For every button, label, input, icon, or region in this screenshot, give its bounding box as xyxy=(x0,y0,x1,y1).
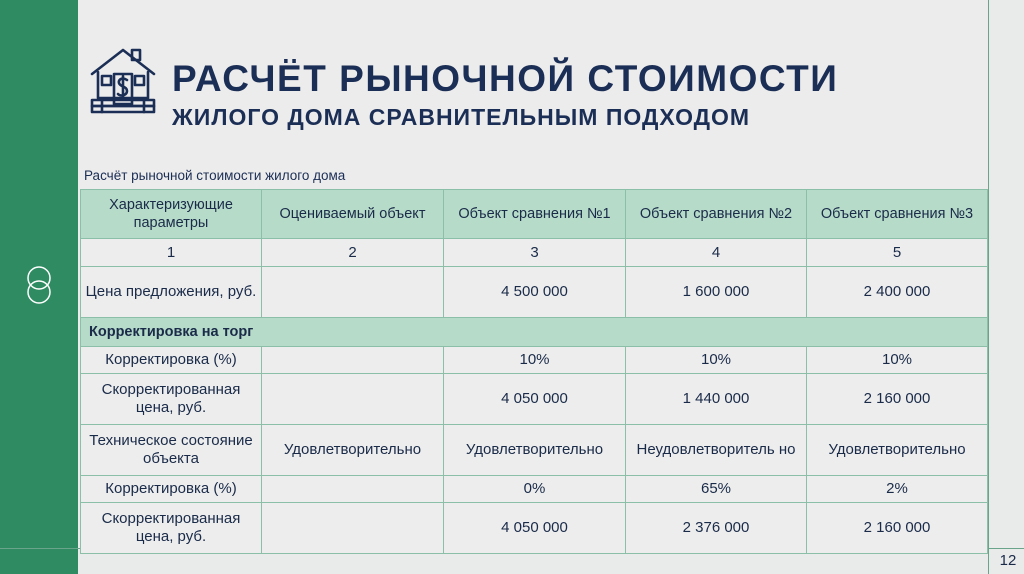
table-row xyxy=(81,267,988,318)
table-cell xyxy=(262,267,444,318)
header-cell: Оцениваемый объект xyxy=(262,190,444,239)
row-label-cell: Техническое состояние объекта xyxy=(81,425,262,476)
column-number-cell: 2 xyxy=(262,239,444,267)
column-number-cell: 3 xyxy=(444,239,626,267)
table-header-row xyxy=(81,190,988,239)
section-label: Корректировка на торг xyxy=(81,318,988,347)
table-cell: 1 440 000 xyxy=(626,374,807,425)
table-caption: Расчёт рыночной стоимости жилого дома xyxy=(84,168,346,183)
table-cell: Удовлетворительно xyxy=(262,425,444,476)
table-row xyxy=(81,347,988,374)
column-number-cell: 4 xyxy=(626,239,807,267)
row-label-cell: Цена предложения, руб. xyxy=(81,267,262,318)
header-cell: Объект сравнения №3 xyxy=(807,190,988,239)
table-cell: 1 600 000 xyxy=(626,267,807,318)
section-row xyxy=(81,318,988,347)
right-border-line xyxy=(988,0,989,574)
table-row xyxy=(81,425,988,476)
row-label-cell: Скорректированная цена, руб. xyxy=(81,374,262,425)
row-label-cell: Корректировка (%) xyxy=(81,347,262,374)
table-cell xyxy=(262,347,444,374)
header-cell: Характеризующие параметры xyxy=(81,190,262,239)
table-cell xyxy=(262,476,444,503)
house-money-logo-icon xyxy=(88,44,158,116)
header-cell: Объект сравнения №1 xyxy=(444,190,626,239)
header-cell: Объект сравнения №2 xyxy=(626,190,807,239)
table-cell: Неудовлетворитель но xyxy=(626,425,807,476)
page-number: 12 xyxy=(999,552,1017,569)
column-number-row xyxy=(81,239,988,267)
table-row xyxy=(81,374,988,425)
table-cell: 10% xyxy=(444,347,626,374)
row-label-cell: Скорректированная цена, руб. xyxy=(81,503,262,554)
table-row xyxy=(81,476,988,503)
table-cell: 65% xyxy=(626,476,807,503)
table-row xyxy=(81,503,988,554)
table-cell: 2% xyxy=(807,476,988,503)
column-number-cell: 1 xyxy=(81,239,262,267)
table-cell: 4 050 000 xyxy=(444,374,626,425)
slide-subtitle: ЖИЛОГО ДОМА СРАВНИТЕЛЬНЫМ ПОДХОДОМ xyxy=(172,104,751,130)
valuation-table xyxy=(80,189,988,554)
table-cell: 2 376 000 xyxy=(626,503,807,554)
table-cell xyxy=(262,503,444,554)
table-cell: 10% xyxy=(807,347,988,374)
table-cell: 0% xyxy=(444,476,626,503)
table-cell: 2 400 000 xyxy=(807,267,988,318)
table-cell: 2 160 000 xyxy=(807,374,988,425)
table-cell: 10% xyxy=(626,347,807,374)
table-cell: Удовлетворительно xyxy=(807,425,988,476)
column-number-cell: 5 xyxy=(807,239,988,267)
table-cell: 4 500 000 xyxy=(444,267,626,318)
table-cell: 4 050 000 xyxy=(444,503,626,554)
double-circle-icon xyxy=(22,265,56,305)
slide-title: РАСЧЁТ РЫНОЧНОЙ СТОИМОСТИ xyxy=(172,58,839,99)
table-cell: 2 160 000 xyxy=(807,503,988,554)
table-cell: Удовлетворительно xyxy=(444,425,626,476)
table-cell xyxy=(262,374,444,425)
row-label-cell: Корректировка (%) xyxy=(81,476,262,503)
